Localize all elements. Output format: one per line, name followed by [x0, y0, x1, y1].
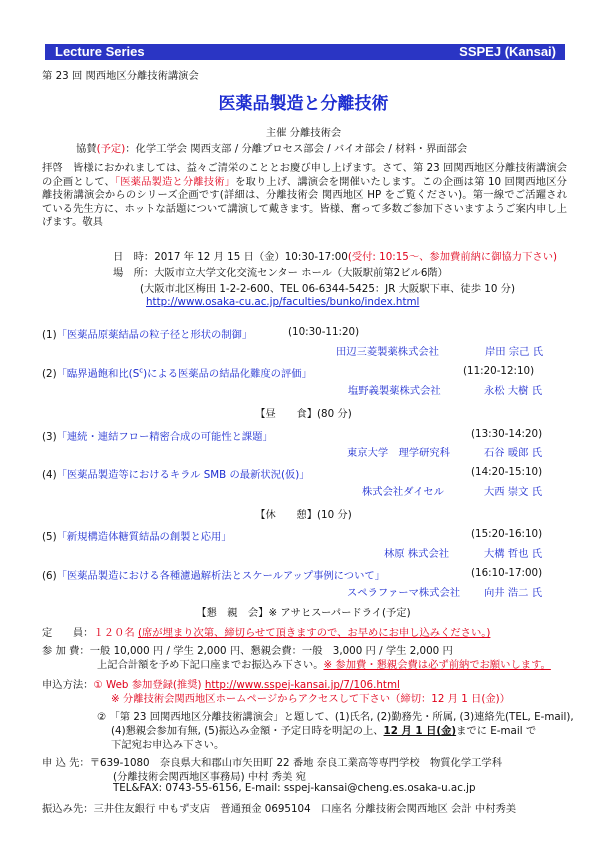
- talk-number: (5): [42, 531, 57, 543]
- meeting-label: 第 23 回 関西地区分離技術講演会: [42, 70, 199, 82]
- talk-org: スペラファーマ株式会社: [347, 587, 461, 599]
- capacity-value: １２０名: [93, 627, 135, 639]
- apply-to-line2: (分離技術会関西地区事務局) 中村 秀美 宛: [113, 771, 306, 783]
- sponsors-note: (予定): [96, 143, 126, 155]
- fee-label: 参 加 費：: [42, 645, 90, 657]
- page-title: 医薬品製造と分離技術: [218, 94, 389, 114]
- talk-time: (16:10-17:00): [471, 567, 543, 579]
- talk-title-text: 「新規構造体糖質結晶の創製と応用」: [56, 531, 232, 543]
- fee-line2: [97, 656, 551, 671]
- talk-org: 株式会社ダイセル: [362, 486, 444, 498]
- talk-time: (14:20-15:10): [471, 466, 543, 478]
- apply-method-label: 申込方法：: [42, 679, 94, 691]
- venue-line1: 大阪市立大学文化交流センター ホール（大阪駅前第2ビル6階）: [154, 267, 448, 279]
- talk-number: (4): [42, 469, 57, 481]
- method2-line2: [111, 722, 536, 737]
- method2-num: ②: [97, 711, 107, 723]
- talk-org: 塩野義製薬株式会社: [348, 385, 441, 397]
- sponsors: [76, 140, 467, 155]
- fee-line1: 一般 10,000 円 / 学生 2,000 円、懇親会費：一般 3,000 円 / 学生 2,000 円: [89, 645, 453, 657]
- talk-title-text: 「連続・連結フロー精密合成の可能性と課題」: [56, 431, 273, 443]
- method1-note: ※ 分離技術会関西地区ホームページからアクセスして下さい（締切：12 月 1 日(金)）: [111, 693, 510, 705]
- talk-title: [42, 466, 310, 481]
- method2-line3: 下記宛お申込み下さい。: [111, 739, 225, 751]
- talk-title: [42, 326, 252, 341]
- apply-to-label: 申 込 先：: [42, 757, 90, 769]
- talk-time: (15:20-16:10): [471, 528, 543, 540]
- talk-time: (13:30-14:20): [471, 428, 543, 440]
- talk-title-text: 「医薬品原薬結晶の粒子径と形状の制御」: [56, 329, 253, 341]
- capacity-note: (席が埋まり次第、締切らせて頂きますので、お早めにお申し込みください。): [137, 627, 491, 639]
- intro-text-2: を取り上げ、講演会を開催いたします。この企画は第 10 回関西地区分離技術講演会からのシリーズ企画です(詳細は、分離技術会 関西地区 HP をご覧ください)。第一線でご活躍されている先生方に、ホットな話題について講演して戴きます。皆様、奮って多数ご参加下さいますようご案内申し上げます。敬具: [42, 175, 567, 229]
- fee-line2a: 上記合計額を予め下記口座までお振込み下さい。: [97, 659, 324, 671]
- talk-speaker: 岸田 宗己 氏: [485, 346, 544, 358]
- method1-num: ①: [93, 679, 103, 691]
- capacity-label: 定 員：: [42, 627, 94, 639]
- venue-url-link[interactable]: http://www.osaka-cu.ac.jp/faculties/bunko/index.html: [146, 296, 420, 308]
- talk-title-text: 「臨界過飽和比$(S^c)$による医薬品の結晶化難度の評価」: [56, 366, 312, 380]
- method2-text2a: (4)懇親会参加有無, (5)振込み金額・予定日時を明記の上、: [111, 725, 384, 737]
- sponsors-text: ：化学工学会 関西支部 / 分離プロセス部会 / バイオ部会 / 材料・界面部会: [125, 143, 468, 155]
- talk-speaker: 大構 哲也 氏: [484, 548, 543, 560]
- fee-row: [42, 642, 453, 657]
- deadline: 12 月 1 日(金): [383, 725, 457, 737]
- apply-to-row: [42, 754, 502, 769]
- method2-text1: 「第 23 回関西地区分離技術講演会」と題して、(1)氏名, (2)勤務先・所属, (3)連絡先(TEL, E-mail),: [109, 711, 574, 723]
- method1-text: Web 参加登録(推奨): [106, 679, 202, 691]
- apply-to-line1: 〒639-1080 奈良県大和郡山市矢田町 22 番地 奈良工業高等専門学校 物質化学工学科: [89, 757, 503, 769]
- apply-method-row: [42, 676, 400, 691]
- talk-speaker: 永松 大樹 氏: [484, 385, 543, 397]
- venue-row: [113, 264, 448, 279]
- method2-line1: [97, 708, 574, 723]
- talk-number: (2): [42, 368, 57, 380]
- intro-text-1: 拝啓 皆様におかれましては、益々ご清栄のこととお慶び申し上げます。さて、第 23 回関西地区分離技術講演会の企画として、: [42, 162, 567, 188]
- capacity-row: [42, 624, 490, 639]
- fee-warning: ※ 参加費・懇親会費は必ず前納でお願いします。: [323, 659, 551, 671]
- talk-title-text: 「医薬品製造における各種濾過解析法とスケールアップ事例について」: [56, 570, 385, 582]
- header-banner: [45, 44, 565, 60]
- talk-org: 東京大学 理学研究科: [347, 447, 450, 459]
- registration-url-link[interactable]: http://www.sspej-kansai.jp/7/106.html: [204, 679, 400, 691]
- rest-break: 【休 憩】(10 分): [255, 509, 352, 521]
- datetime-row: [113, 248, 557, 263]
- talk-title: [42, 365, 312, 380]
- talk-title-text: 「医薬品製造等におけるキラル SMB の最新状況(仮)」: [56, 469, 310, 481]
- organizer: 主催 分離技術会: [265, 127, 342, 139]
- talk-time: (10:30-11:20): [288, 326, 360, 338]
- party-info: 【懇 親 会】※ アサヒスーパードライ(予定): [196, 607, 411, 619]
- talk-number: (3): [42, 431, 57, 443]
- bank-label: 振込み先：: [42, 803, 94, 815]
- intro-paragraph: [42, 162, 567, 230]
- venue-line2: (大阪市北区梅田 1-2-2-600、TEL 06-6344-5425：JR 大阪駅下車、徒歩 10 分): [140, 283, 515, 295]
- talk-title: [42, 567, 385, 582]
- talk-org: 林原 株式会社: [384, 548, 450, 560]
- talk-speaker: 大西 崇文 氏: [484, 486, 543, 498]
- lunch-break: 【昼 食】(80 分): [255, 408, 352, 420]
- org-label: SSPEJ (Kansai): [459, 44, 556, 59]
- datetime-label: 日 時：: [113, 251, 155, 263]
- sponsors-label: 協賛: [76, 143, 97, 155]
- bank-value: 三井住友銀行 中もず支店 普通預金 0695104 口座名 分離技術会関西地区 会計 中村秀美: [93, 803, 517, 815]
- talk-time: (11:20-12:10): [463, 365, 535, 377]
- method2-text2c: までに E-mail で: [456, 725, 537, 737]
- talk-number: (6): [42, 570, 57, 582]
- talk-speaker: 石谷 暖郎 氏: [484, 447, 543, 459]
- talk-org: 田辺三菱製薬株式会社: [336, 346, 439, 358]
- datetime-note: (受付: 10:15～、参加費前納に御協力下さい): [347, 251, 558, 263]
- apply-to-line3: TEL&FAX: 0743-55-6156, E-mail: sspej-kansai@cheng.es.osaka-u.ac.jp: [113, 782, 476, 794]
- intro-highlight: 「医薬品製造と分離技術」: [114, 175, 236, 188]
- talk-title: [42, 528, 232, 543]
- bank-row: [42, 800, 516, 815]
- talk-speaker: 向井 浩二 氏: [484, 587, 543, 599]
- series-label: Lecture Series: [55, 44, 145, 59]
- datetime-value: 2017 年 12 月 15 日（金）10:30-17:00: [154, 251, 348, 263]
- talk-title: [42, 428, 273, 443]
- talk-number: (1): [42, 329, 57, 341]
- venue-label: 場 所：: [113, 267, 155, 279]
